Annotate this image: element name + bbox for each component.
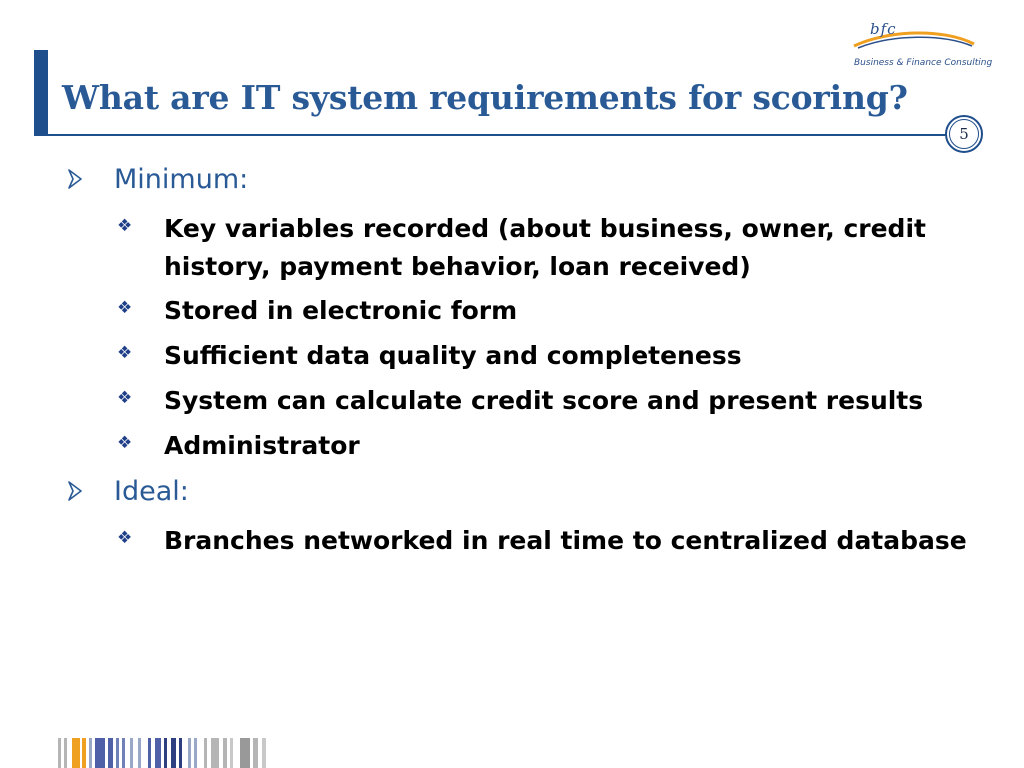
decorative-barcode (58, 736, 270, 768)
diamond-four-icon: ❖ (117, 528, 133, 548)
arrow-right-icon (66, 166, 84, 192)
diamond-four-icon: ❖ (117, 388, 133, 408)
bfc-logo-swoosh (848, 20, 988, 58)
bullet-text: Sufficient data quality and completeness (164, 341, 742, 370)
section-heading: Ideal: (114, 476, 189, 507)
logo-mark-text: bfc (870, 20, 897, 38)
arrow-right-icon (66, 478, 84, 504)
diamond-four-icon: ❖ (117, 216, 133, 236)
title-accent-bar (34, 50, 48, 136)
bullet-text: Key variables recorded (about business, owner, credit history, payment behavior, loan received) (164, 214, 926, 281)
title-underline (48, 134, 948, 136)
bullet-text: Stored in electronic form (164, 296, 518, 325)
bullet-text: Branches networked in real time to centralized database (164, 526, 967, 555)
bullet-text: Administrator (164, 431, 360, 460)
page-number-badge (945, 115, 983, 153)
page-number: 5 (959, 125, 969, 143)
bullet-text: System can calculate credit score and present results (164, 386, 924, 415)
diamond-four-icon: ❖ (117, 298, 133, 318)
diamond-four-icon: ❖ (117, 433, 133, 453)
slide-title: What are IT system requirements for scoring? (62, 78, 908, 117)
logo-subtitle: Business & Finance Consulting (854, 58, 993, 68)
section-heading: Minimum: (114, 164, 249, 195)
bfc-logo (848, 20, 993, 76)
diamond-four-icon: ❖ (117, 343, 133, 363)
